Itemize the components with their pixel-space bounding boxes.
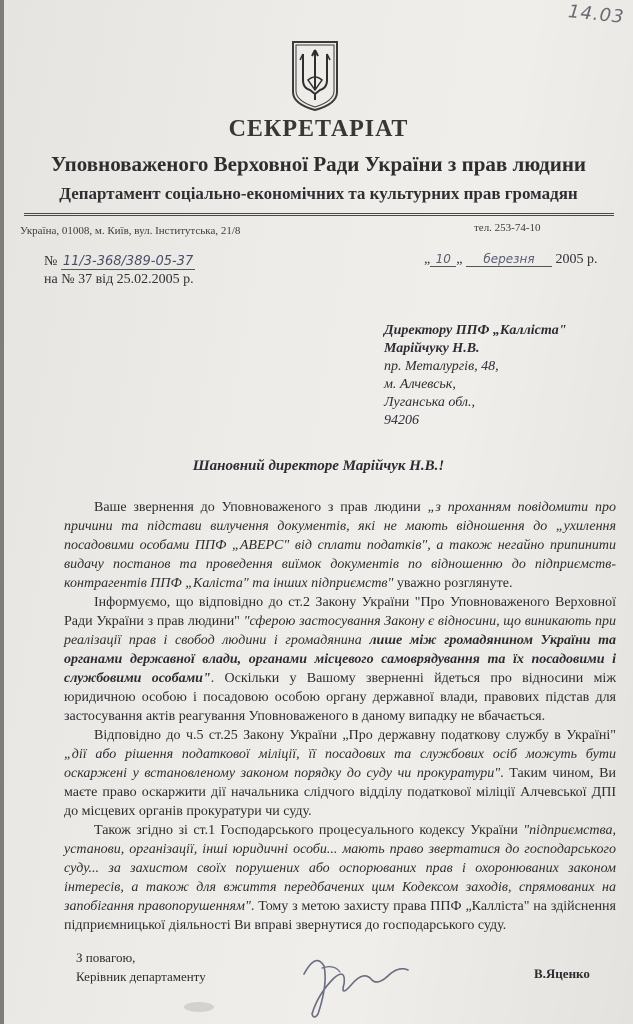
p1-text-a: Ваше звернення до Уповноваженого з прав людини	[94, 500, 421, 515]
recipient-region: Луганська обл.,	[384, 395, 475, 410]
paragraph-2	[64, 593, 616, 726]
p3-quote: „дії або рішення податкової міліції, її посадових та службових осіб можуть бути оскаржені у встановленому законом порядку до суду чи прокуратури"	[64, 747, 616, 781]
signoff-block	[76, 948, 206, 986]
header-title: СЕКРЕТАРІАТ	[228, 116, 409, 142]
letter-body	[64, 498, 616, 935]
letter-page	[4, 0, 633, 1024]
header-department: Департамент соціально-економічних та культурних прав громадян	[59, 184, 578, 203]
header-phone: тел. 253-74-10	[474, 222, 541, 234]
paragraph-3	[64, 726, 616, 821]
date-day: 10	[430, 252, 456, 267]
paragraph-1	[64, 498, 616, 593]
paragraph-4	[64, 821, 616, 935]
header-divider	[24, 213, 614, 216]
registration-reference: на № 37 від 25.02.2005 р.	[44, 272, 194, 287]
date-month: березня	[466, 252, 552, 267]
greeting: Шановний директоре Марійчук Н.В.!	[192, 458, 445, 474]
registration-number-prefix: №	[44, 254, 58, 269]
header-address: Україна, 01008, м. Київ, вул. Інститутська, 21/8	[20, 225, 241, 237]
p2-emphasis: лише між громадянином України та органами державної влади, органами місцевого самоврядування та їх посадовими і службовими особами"	[64, 633, 616, 686]
ink-blot	[184, 1002, 214, 1012]
handwritten-signature	[294, 944, 414, 1022]
p4-text-a: Також згідно зі ст.1 Господарського процесуального кодексу України	[94, 823, 518, 838]
p4-quote: "підприємства, установи, організації, інші юридичні особи... мають право звертатися до господарського суду... за захистом своїх порушених або оспорюваних прав і охоронюваних законом інтересів, а також для вжиття передбачених цим Кодексом заходів, спрямованих на запобігання правопорушенням"	[64, 823, 616, 914]
signer-name: В.Яценко	[534, 966, 590, 981]
recipient-name: Марійчуку Н.В.	[384, 341, 480, 356]
registration-number-value: 11/3-368/389-05-37	[62, 254, 194, 269]
p3-text-a: Відповідно до ч.5 ст.25 Закону України „Про державну податкову службу в Україні"	[94, 728, 616, 743]
registration-number	[44, 254, 195, 270]
p1-quote: „з проханням повідомити про причини та підстави вилучення документів, які не мають відношення до „ухилення посадовими особами ППФ „АВЕРС" від сплати податків", а також негайно припинити видачу постанов та проведення виїмок документів по відношенню до підприємств-контрагентів ППФ „Каліста" та інших підприємств"	[64, 500, 617, 591]
letter-date: „ 10 „ березня 2005 р.	[424, 252, 598, 267]
header-organization: Уповноваженого Верховної Ради України з прав людини	[50, 152, 587, 176]
p2-text-d: . Оскільки у Вашому зверненні йдеться про відносини між юридичною особою і посадовою особою органу державної влади, правових підстав для застосування актів реагування Уповноваженого в даному випадку не вбачається.	[64, 671, 616, 724]
trident-emblem-icon	[290, 40, 340, 112]
handwritten-corner-note: 14.03	[567, 1, 626, 28]
p3-text-c: . Таким чином, Ви маєте право оскаржити дії начальника слідчого відділу податкової міліції Алчевської ДПІ до місцевих органів прокуратури чи суду.	[64, 766, 616, 819]
recipient-block	[384, 322, 567, 430]
recipient-postcode: 94206	[384, 413, 419, 428]
recipient-title: Директору ППФ „Каллiста"	[384, 323, 567, 338]
date-year: 2005 р.	[555, 252, 598, 267]
p4-text-c: . Тому з метою захисту права ППФ „Каллiста" на здійснення підприємницької діяльності Ви вправі звернутися до господарського суду.	[64, 899, 616, 933]
signoff-position: Керівник департаменту	[76, 969, 206, 984]
p2-text-a: Інформуємо, що відповідно до ст.2 Закону України "Про Уповноваженого Верховної Ради України з прав людини"	[64, 595, 616, 629]
p1-text-c: уважно розглянуте.	[396, 576, 513, 591]
recipient-city: м. Алчевськ,	[384, 377, 456, 392]
recipient-street: пр. Металургів, 48,	[384, 359, 499, 374]
signoff-regards: З повагою,	[76, 950, 136, 965]
p2-quote: "сферою застосування Закону є відносини, що виникають при реалізації прав і свобод людини і громадянина	[64, 614, 617, 648]
